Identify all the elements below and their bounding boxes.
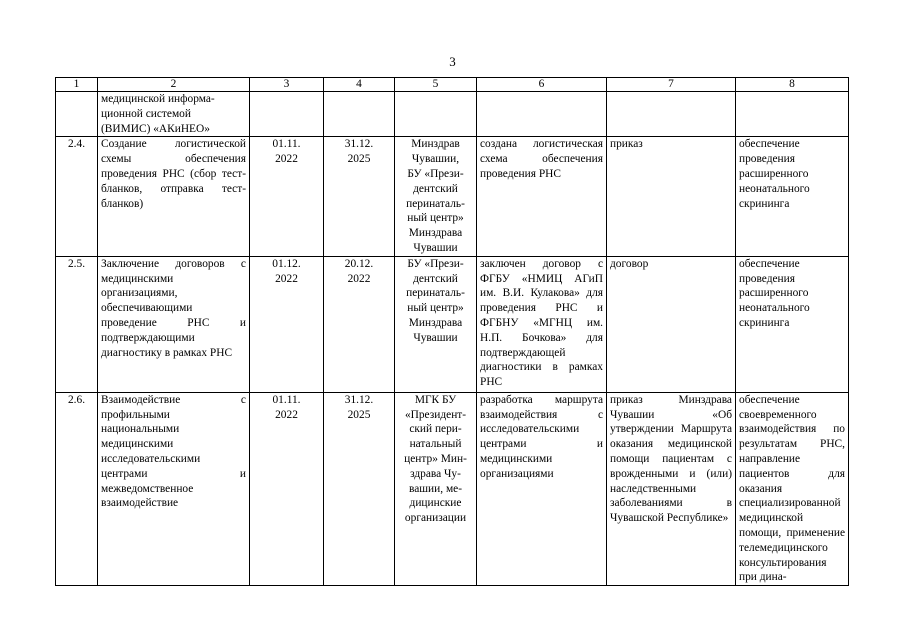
header-cell: 4 [324, 78, 395, 92]
item-number: 2.4. [56, 137, 98, 256]
executor [395, 92, 477, 137]
end-date [324, 92, 395, 137]
header-cell: 8 [736, 78, 849, 92]
item-number: 2.5. [56, 256, 98, 392]
plan-table [55, 77, 849, 586]
result: создана логистическая схема обеспечения проведения РНС [477, 137, 607, 256]
header-cell: 5 [395, 78, 477, 92]
expected-effect: обеспечение проведения расширенного неонатального скрининга [736, 137, 849, 256]
page-number: 3 [449, 54, 456, 69]
document-type: приказ [607, 137, 736, 256]
end-date: 31.12. 2025 [324, 392, 395, 585]
header-cell: 1 [56, 78, 98, 92]
result [477, 92, 607, 137]
expected-effect [736, 92, 849, 137]
executor: Минздрав Чувашии, БУ «Прези- дентский перинаталь- ный центр» Минздрава Чувашии [395, 137, 477, 256]
result: заключен договор с ФГБУ «НМИЦ АГиП им. В.И. Кулакова» для проведения РНС и ФГБНУ «МГНЦ им. Н.П. Бочкова» для подтверждающей диагностики в рамках РНС [477, 256, 607, 392]
start-date: 01.11. 2022 [250, 392, 324, 585]
table-row [56, 92, 849, 137]
header-cell: 3 [250, 78, 324, 92]
activity-name: Взаимодействие с профильными национальными медицинскими исследовательскими центрами и межведомственное взаимодействие [98, 392, 250, 585]
expected-effect: обеспечение проведения расширенного неонатального скрининга [736, 256, 849, 392]
table-row [56, 256, 849, 392]
activity-name: медицинской информа- ционной системой (ВИМИС) «АКиНЕО» [98, 92, 250, 137]
header-row [56, 78, 849, 92]
document-type: договор [607, 256, 736, 392]
activity-name: Создание логистической схемы обеспечения проведения РНС (сбор тест-бланков, отправка тест-бланков) [98, 137, 250, 256]
end-date: 31.12. 2025 [324, 137, 395, 256]
header-cell: 2 [98, 78, 250, 92]
header-cell: 6 [477, 78, 607, 92]
executor: БУ «Прези- дентский перинаталь- ный центр» Минздрава Чувашии [395, 256, 477, 392]
end-date: 20.12. 2022 [324, 256, 395, 392]
start-date [250, 92, 324, 137]
expected-effect: обеспечение своевременного взаимодействия по результатам РНС, направление пациентов для оказания специализированной медицинской помощи, применение телемедицинского консультирования при дина- [736, 392, 849, 585]
document-type [607, 92, 736, 137]
item-number [56, 92, 98, 137]
activity-name: Заключение договоров с медицинскими организациями, обеспечивающими проведение РНС и подтверждающими диагностику в рамках РНС [98, 256, 250, 392]
item-number: 2.6. [56, 392, 98, 585]
table-row [56, 392, 849, 585]
start-date: 01.11. 2022 [250, 137, 324, 256]
result: разработка маршрута взаимодействия с исследовательскими центрами и медицинскими организациями [477, 392, 607, 585]
header-cell: 7 [607, 78, 736, 92]
start-date: 01.12. 2022 [250, 256, 324, 392]
document-type: приказ Минздрава Чувашии «Об утверждении Маршрута оказания медицинской помощи пациентам с врожденными и (или) наследственными заболеваниями в Чувашской Республике» [607, 392, 736, 585]
executor: МГК БУ «Президент- ский пери- натальный центр» Мин- здрава Чу- вашии, ме- дицинские организации [395, 392, 477, 585]
table-row [56, 137, 849, 256]
